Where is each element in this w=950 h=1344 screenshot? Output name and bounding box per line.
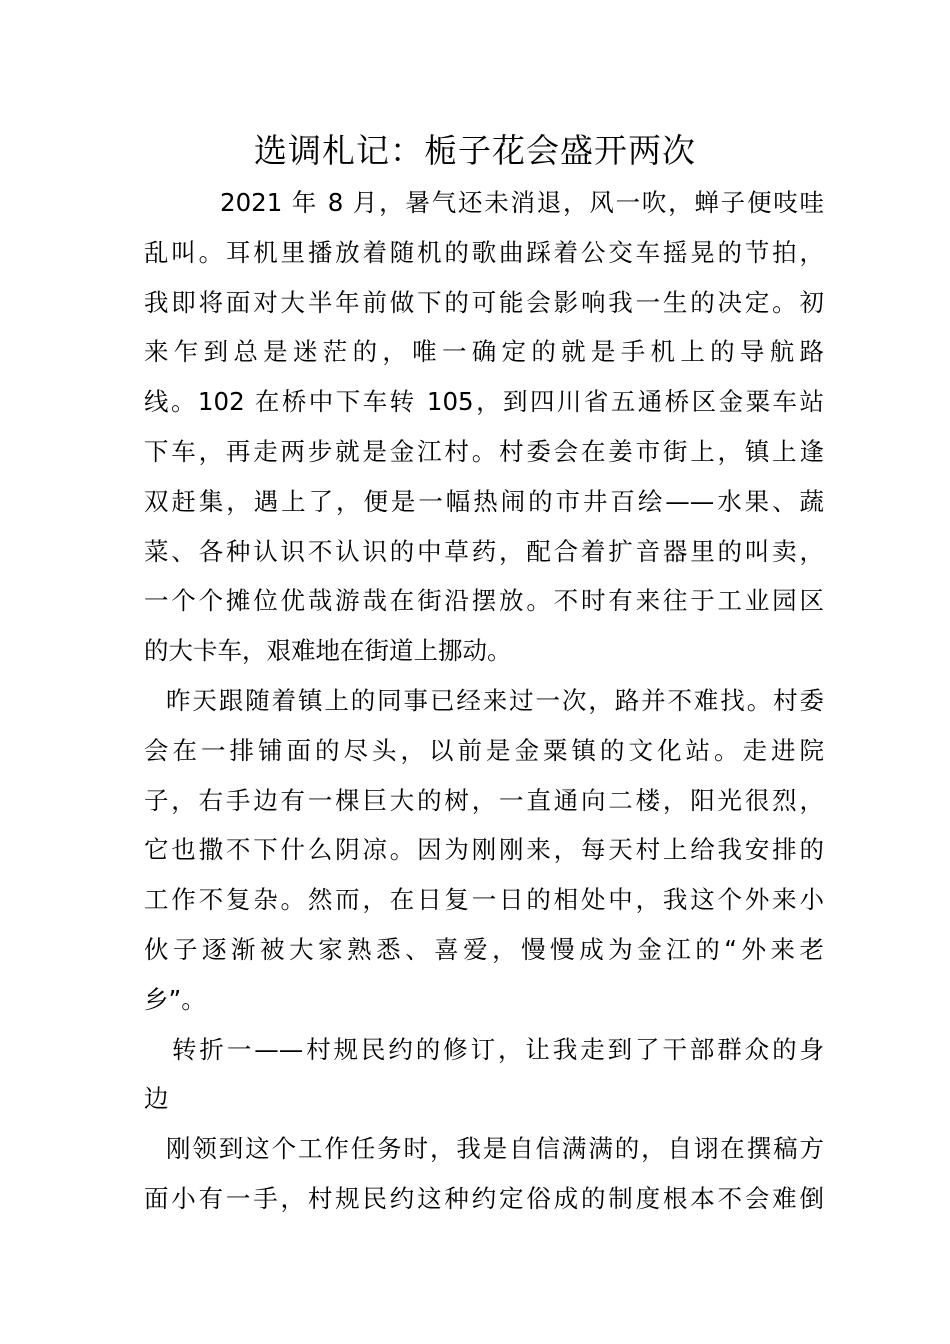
- paragraph-line: 刚领到这个工作任务时，我是自信满满的，自诩在撰稿方: [166, 1134, 824, 1164]
- paragraph-line: 子，右手边有一棵巨大的树，一直通向二楼，阳光很烈，: [144, 785, 824, 815]
- paragraph-line: 昨天跟随着镇上的同事已经来过一次，路并不难找。村委: [166, 685, 824, 715]
- paragraph-line: 会在一排铺面的尽头，以前是金粟镇的文化站。走进院: [144, 735, 824, 765]
- section-heading-line: 转折一——村规民约的修订，让我走到了干部群众的身: [172, 1034, 824, 1064]
- section-heading-line: 边: [144, 1084, 169, 1114]
- paragraph-line: 面小有一手，村规民约这种约定俗成的制度根本不会难倒: [144, 1183, 824, 1213]
- paragraph-line: 下车，再走两步就是金江村。村委会在姜市街上，镇上逢: [144, 436, 824, 466]
- paragraph-line: 工作不复杂。然而，在日复一日的相处中，我这个外来小: [144, 885, 824, 915]
- paragraph-line: 的大卡车，艰难地在街道上挪动。: [144, 636, 512, 666]
- paragraph-line: 菜、各种认识不认识的中草药，配合着扩音器里的叫卖，: [144, 536, 824, 566]
- paragraph-line: 线。102 在桥中下车转 105，到四川省五通桥区金粟车站: [144, 387, 824, 417]
- paragraph-line: 我即将面对大半年前做下的可能会影响我一生的决定。初: [144, 287, 824, 317]
- paragraph-line: 双赶集，遇上了，便是一幅热闹的市井百绘——水果、蔬: [144, 486, 824, 516]
- paragraph-line: 2021 年 8 月，暑气还未消退，风一吹，蝉子便吱哇: [220, 188, 824, 217]
- paragraph-line: 乡”。: [144, 984, 206, 1014]
- paragraph-line: 伙子逐渐被大家熟悉、喜爱，慢慢成为金江的“外来老: [144, 934, 824, 964]
- document-body: [144, 178, 824, 1224]
- paragraph-line: 它也撒不下什么阴凉。因为刚刚来，每天村上给我安排的: [144, 835, 824, 865]
- paragraph-line: 一个个摊位优哉游哉在街沿摆放。不时有来往于工业园区: [144, 586, 824, 616]
- paragraph-line: 乱叫。耳机里播放着随机的歌曲踩着公交车摇晃的节拍，: [144, 237, 824, 267]
- document-title: 选调札记：栀子花会盛开两次: [254, 131, 696, 170]
- paragraph-line: 来乍到总是迷茫的，唯一确定的就是手机上的导航路: [144, 337, 824, 367]
